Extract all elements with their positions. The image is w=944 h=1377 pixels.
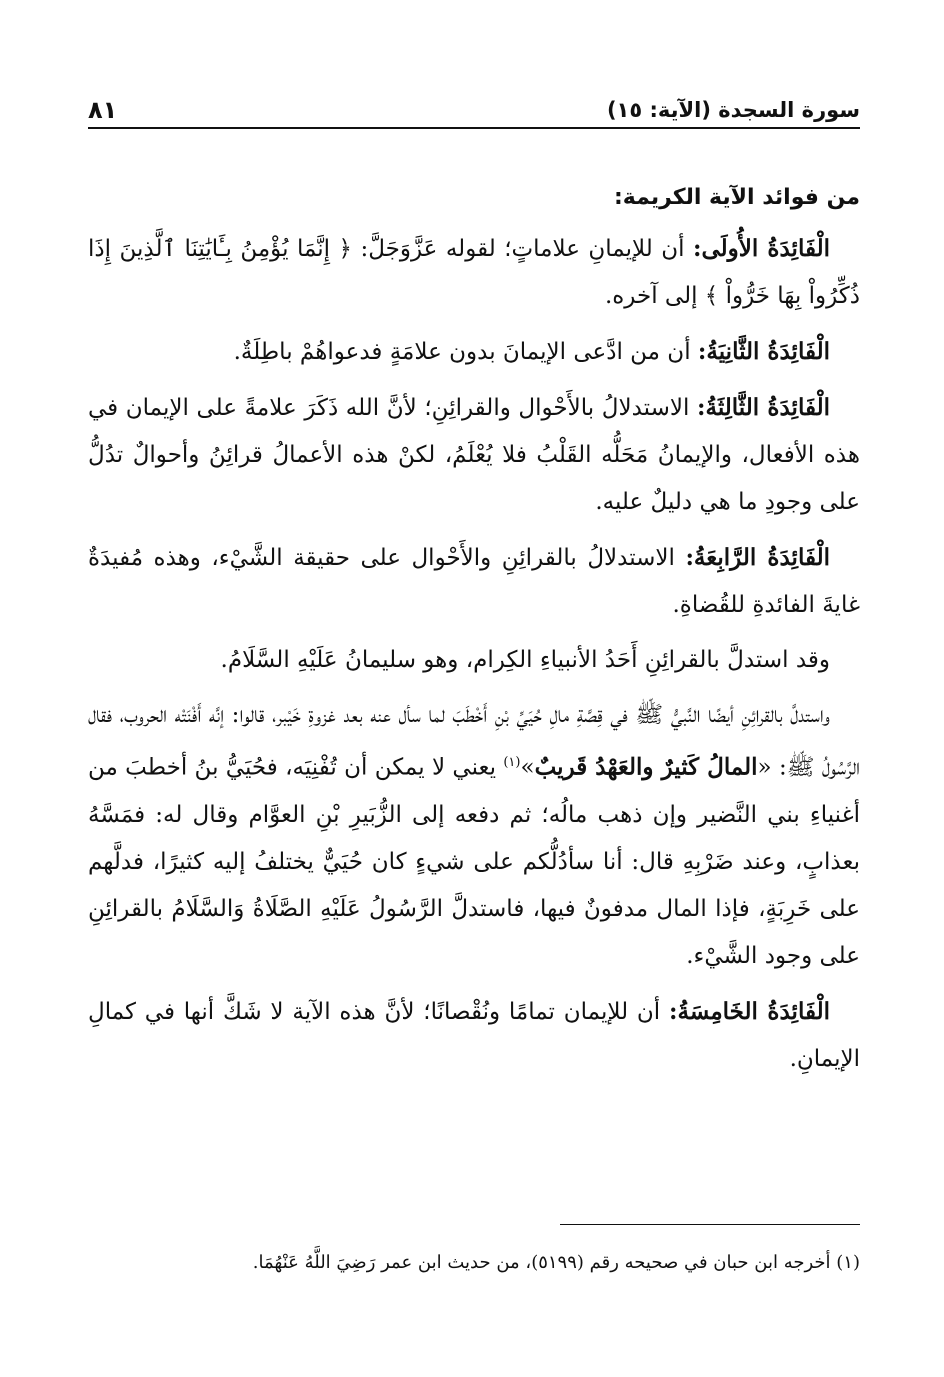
benefit-1-label: الْفَائِدَةُ الأُولَى: <box>692 235 830 262</box>
benefit-4-label: الْفَائِدَةُ الرَّابِعَةُ: <box>685 544 830 571</box>
footnote-reference[interactable]: (١) <box>503 755 521 770</box>
benefit-3-text: الاستدلالُ بالأَحْوال والقرائِنِ؛ لأنَّ الله ذَكَرَ علامةً على الإيمان في هذه الأفعال، والإيمانُ مَحَلُّه القَلْبُ فلا يُعْلَمُ، لكنْ هذه الأعمالُ قرائِنُ وأحوالٌ تدُلُّ على وجودِ ما هي دليلٌ عليه. <box>88 395 860 515</box>
story-text-c: يعني لا يمكن أن تُفْنِيَه، فحُيَيُّ بنُ أخطبَ من أغنياءِ بني النَّضير وإن ذهب مالُه؛ ثم دفعه إلى الزُّبَيرِ بْنِ العوَّام وقال له: فمَسَّهُ بعذابٍ، وعند ضَرْبِهِ قال: أنا سأدُلُّكم على شيءٍ كان حُيَيٌّ يختلفُ إليه كثيرًا، فدلَّهم على خَرِبَةٍ، فإذا المال مدفونٌ فيها، فاستدلَّ الرَّسُولُ عَلَيْهِ الصَّلَاةُ وَالسَّلَامُ بالقرائِنِ على وجود الشَّيْء. <box>88 754 860 969</box>
story-text-a: واستدلَّ بالقرائِنِ أيضًا النَّبيُّ ﷺ في قِصَّةِ مالِ حُيَيِّ بْنِ أَخْطَبَ لما سأل عنه بعد غزوةِ خَيْبر، قالوا: إنَّه أَفْنَتْه الحروب، فقال الرَّسُولُ ﷺ: « <box>88 702 861 781</box>
paragraph-benefit-2 <box>88 328 860 376</box>
paragraph-benefit-5 <box>88 988 860 1083</box>
benefit-2-label: الْفَائِدَةُ الثَّانِيَةُ: <box>697 338 830 365</box>
footnote-rule <box>560 1224 860 1225</box>
benefit-4-text: الاستدلالُ بالقرائِنِ والأَحْوال على حقيقة الشَّيْء، وهذه مُفيدَةٌ غايةَ الفائدةِ للقُضاةِ. <box>88 545 860 618</box>
paragraph-khaybar-story <box>88 692 860 980</box>
paragraph-benefit-3 <box>88 384 860 526</box>
header-rule <box>88 127 860 129</box>
paragraph-benefit-1 <box>88 225 860 320</box>
main-text <box>88 174 860 1091</box>
benefit-5-text: أن للإيمان تمامًا ونُقْصانًا؛ لأنَّ هذه الآية لا شَكَّ أنها في كمالِ الإيمانِ. <box>88 998 860 1072</box>
paragraph-sulayman: وقد استدلَّ بالقرائِنِ أَحَدُ الأنبياءِ الكِرام، وهو سليمانُ عَلَيْهِ السَّلَامُ. <box>220 647 830 673</box>
hadith-quote: المالُ كَثيرٌ والعَهْدُ قَريبٌ <box>534 753 758 781</box>
footnote: (١) أخرجه ابن حبان في صحيحه رقم (٥١٩٩)، من حديث ابن عمر رَضِيَ اللَّهُ عَنْهُمَا. <box>252 1252 860 1273</box>
benefit-5-label: الْفَائِدَةُ الخَامِسَةُ: <box>669 997 831 1025</box>
surah-title: سورة السجدة (الآية: ١٥) <box>606 98 860 122</box>
page-header <box>88 96 860 130</box>
benefit-1-text: أن للإيمانِ علاماتٍ؛ لقوله عَزَّوَجَلَّ: ﴿ إِنَّمَا يُؤْمِنُ بِـَٔايَٰتِنَا ٱلَّذِينَ إِذَا ذُكِّرُواْ بِهَا خَرُّواْ ﴾ إلى آخره. <box>88 236 860 309</box>
paragraph-benefit-4 <box>88 534 860 629</box>
benefit-2-text: أن من ادَّعى الإيمانَ بدون علامَةٍ فدعواهُمْ باطِلَةٌ. <box>233 339 698 365</box>
page-number: ٨١ <box>88 96 118 124</box>
benefit-3-label: الْفَائِدَةُ الثَّالِثَةُ: <box>697 394 830 421</box>
story-text-b: » <box>520 754 535 781</box>
section-title: من فوائد الآية الكريمة: <box>613 185 860 210</box>
